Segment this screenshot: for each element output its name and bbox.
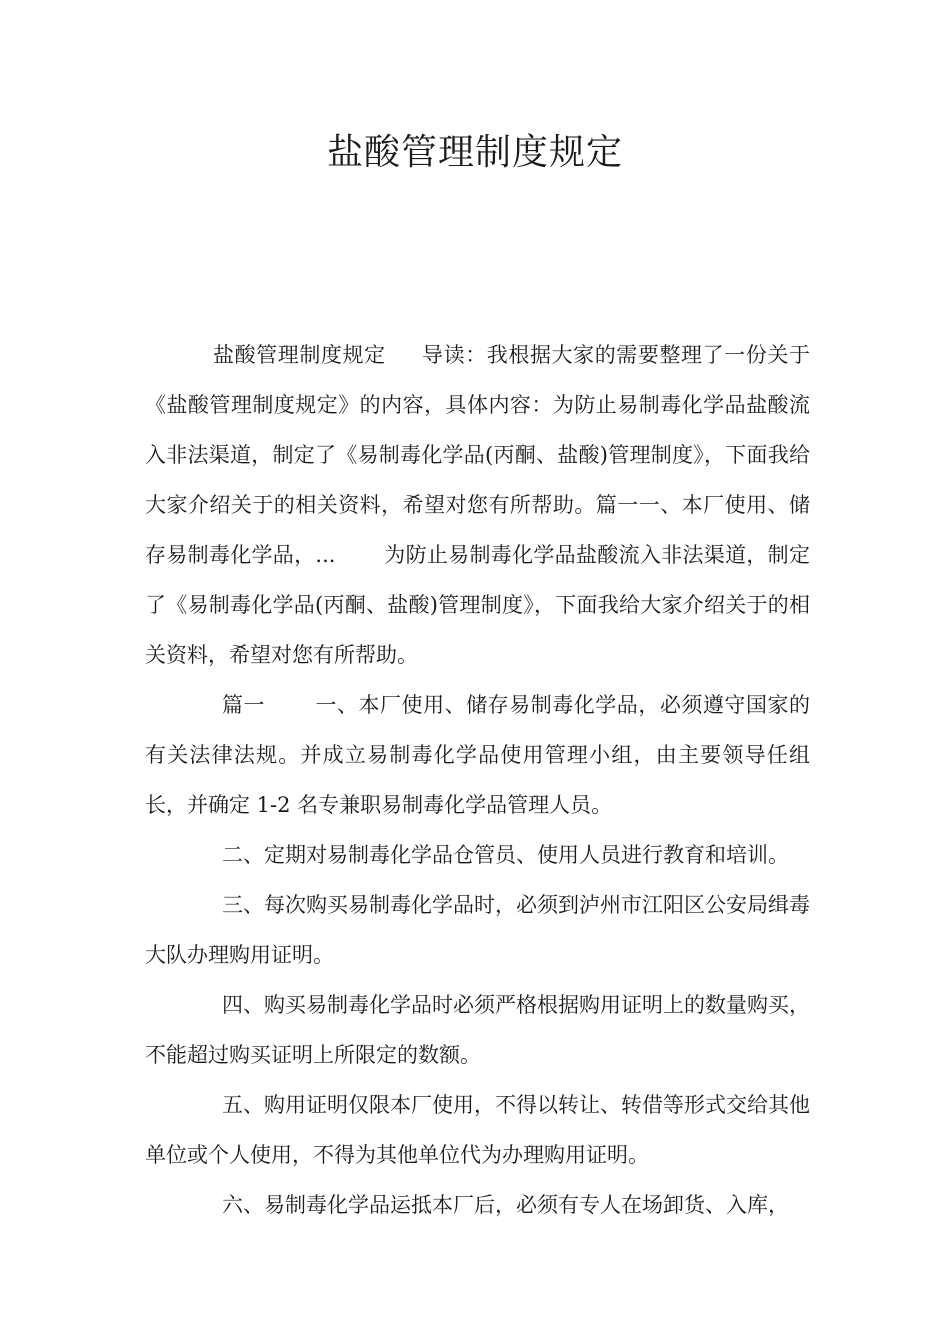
paragraph-section-5: 五、购用证明仅限本厂使用，不得以转让、转借等形式交给其他单位或个人使用，不得为其他单位代为办理购用证明。 xyxy=(145,1093,810,1167)
paragraph-section-1: 篇一 一、本厂使用、储存易制毒化学品，必须遵守国家的有关法律法规。并成立易制毒化学品使用管理小组，由主要领导任组长，并确定 1-2 名专兼职易制毒化学品管理人员。 xyxy=(145,693,810,817)
paragraph-section-6: 六、易制毒化学品运抵本厂后，必须有专人在场卸货、入库， xyxy=(222,1193,789,1217)
document-body xyxy=(145,330,810,1230)
paragraph-intro: 盐酸管理制度规定 导读：我根据大家的需要整理了一份关于《盐酸管理制度规定》的内容，具体内容：为防止易制毒化学品盐酸流入非法渠道，制定了《易制毒化学品(丙酮、盐酸)管理制度》，下面我给大家介绍关于的相关资料，希望对您有所帮助。篇一一、本厂使用、储存易制毒化学品，... 为防止易制毒化学品盐酸流入非法渠道，制定了《易制毒化学品(丙酮、盐酸)管理制度》，下面我给大家介绍关于的相关资料，希望对您有所帮助。 xyxy=(145,343,810,667)
paragraph-section-4: 四、购买易制毒化学品时必须严格根据购用证明上的数量购买，不能超过购买证明上所限定的数额。 xyxy=(145,993,810,1067)
paragraph-section-2: 二、定期对易制毒化学品仓管员、使用人员进行教育和培训。 xyxy=(222,843,789,867)
paragraph-section-3: 三、每次购买易制毒化学品时，必须到泸州市江阳区公安局缉毒大队办理购用证明。 xyxy=(145,893,810,967)
document-title: 盐酸管理制度规定 xyxy=(326,132,623,173)
